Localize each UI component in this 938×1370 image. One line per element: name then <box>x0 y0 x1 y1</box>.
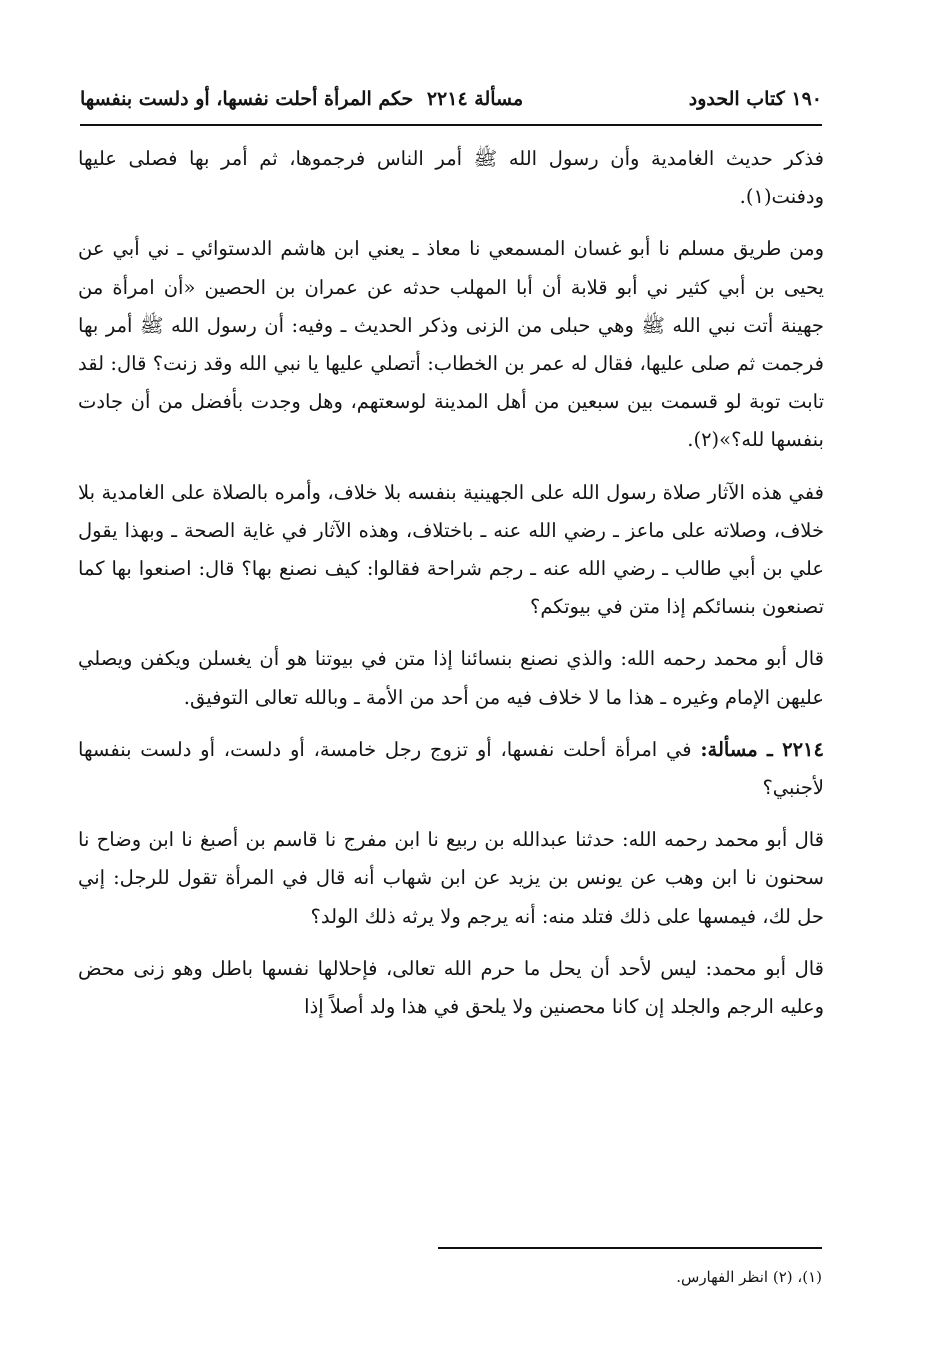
issue-question: في امرأة أحلت نفسها، أو تزوج رجل خامسة، أو دلست، أو دلست بنفسها لأجنبي؟ <box>78 737 824 800</box>
footnote-divider <box>438 1247 822 1249</box>
issue-label: ٢٢١٤ ـ مسألة: <box>700 737 825 761</box>
header-divider <box>80 124 822 126</box>
paragraph-5: قال أبو محمد رحمه الله: حدثنا عبدالله بن ربيع نا ابن مفرج نا قاسم بن أصبغ نا ابن وضاح نا سحنون نا ابن وهب عن يونس بن يزيد عن ابن شهاب أنه قال في المرأة تقول للرجل: إني حل لك، فيمسها على ذلك فتلد منه: أنه يرجم ولا يرثه ذلك الولد؟ <box>78 828 824 928</box>
header-page-and-book: ١٩٠ كتاب الحدود <box>688 88 822 110</box>
main-text <box>78 140 824 1026</box>
paragraph-6: قال أبو محمد: ليس لأحد أن يحل ما حرم الله تعالى، فإحلالها نفسها باطل وهو زنى محض وعليه الرجم والجلد إن كانا محصنين ولا يلحق في هذا ولد أصلاً إذا <box>78 956 824 1019</box>
running-header <box>80 84 822 124</box>
paragraph-4: قال أبو محمد رحمه الله: والذي نصنع بنسائنا إذا متن في بيوتنا هو أن يغسلن ويكفن ويصلي عليهن الإمام وغيره ـ هذا ما لا خلاف فيه من أحد من الأمة ـ وبالله تعالى التوفيق. <box>78 647 824 709</box>
issue-heading <box>78 731 824 807</box>
header-title: حكم المرأة أحلت نفسها، أو دلست بنفسها <box>80 88 414 110</box>
paragraph-1: فذكر حديث الغامدية وأن رسول الله ﷺ أمر الناس فرجموها، ثم أمر بها فصلى عليها ودفنت(١). <box>78 147 824 209</box>
paragraph-2: ومن طريق مسلم نا أبو غسان المسمعي نا معاذ ـ يعني ابن هاشم الدستوائي ـ ني أبي عن يحيى بن أبي كثير ني أبو قلابة أن أبا المهلب حدثه عن عمران بن الحصين «أن امرأة من جهينة أتت نبي الله ﷺ وهي حبلى من الزنى وذكر الحديث ـ وفيه: أن رسول الله ﷺ أمر بها فرجمت ثم صلى عليها، فقال له عمر بن الخطاب: أتصلي عليها يا نبي الله وقد زنت؟ قال: لقد تابت توبة لو قسمت بين سبعين من أهل المدينة لوسعتهم، وهل وجدت بأفضل من أن جادت بنفسها لله؟»(٢). <box>78 237 824 452</box>
footnote: (١)، (٢) انظر الفهارس. <box>676 1268 822 1286</box>
paragraph-3: ففي هذه الآثار صلاة رسول الله على الجهينية بنفسه بلا خلاف، وأمره بالصلاة على الغامدية بلا خلاف، وصلاته على ماعز ـ رضي الله عنه ـ باختلاف، وهذه الآثار في غاية الصحة ـ وبهذا يقول علي بن أبي طالب ـ رضي الله عنه ـ رجم شراحة فقالوا: كيف نصنع بها؟ قال: اصنعوا بها كما تصنعون بنسائكم إذا متن في بيوتكم؟ <box>78 480 824 619</box>
header-issue-number: مسألة ٢٢١٤ <box>426 88 524 110</box>
